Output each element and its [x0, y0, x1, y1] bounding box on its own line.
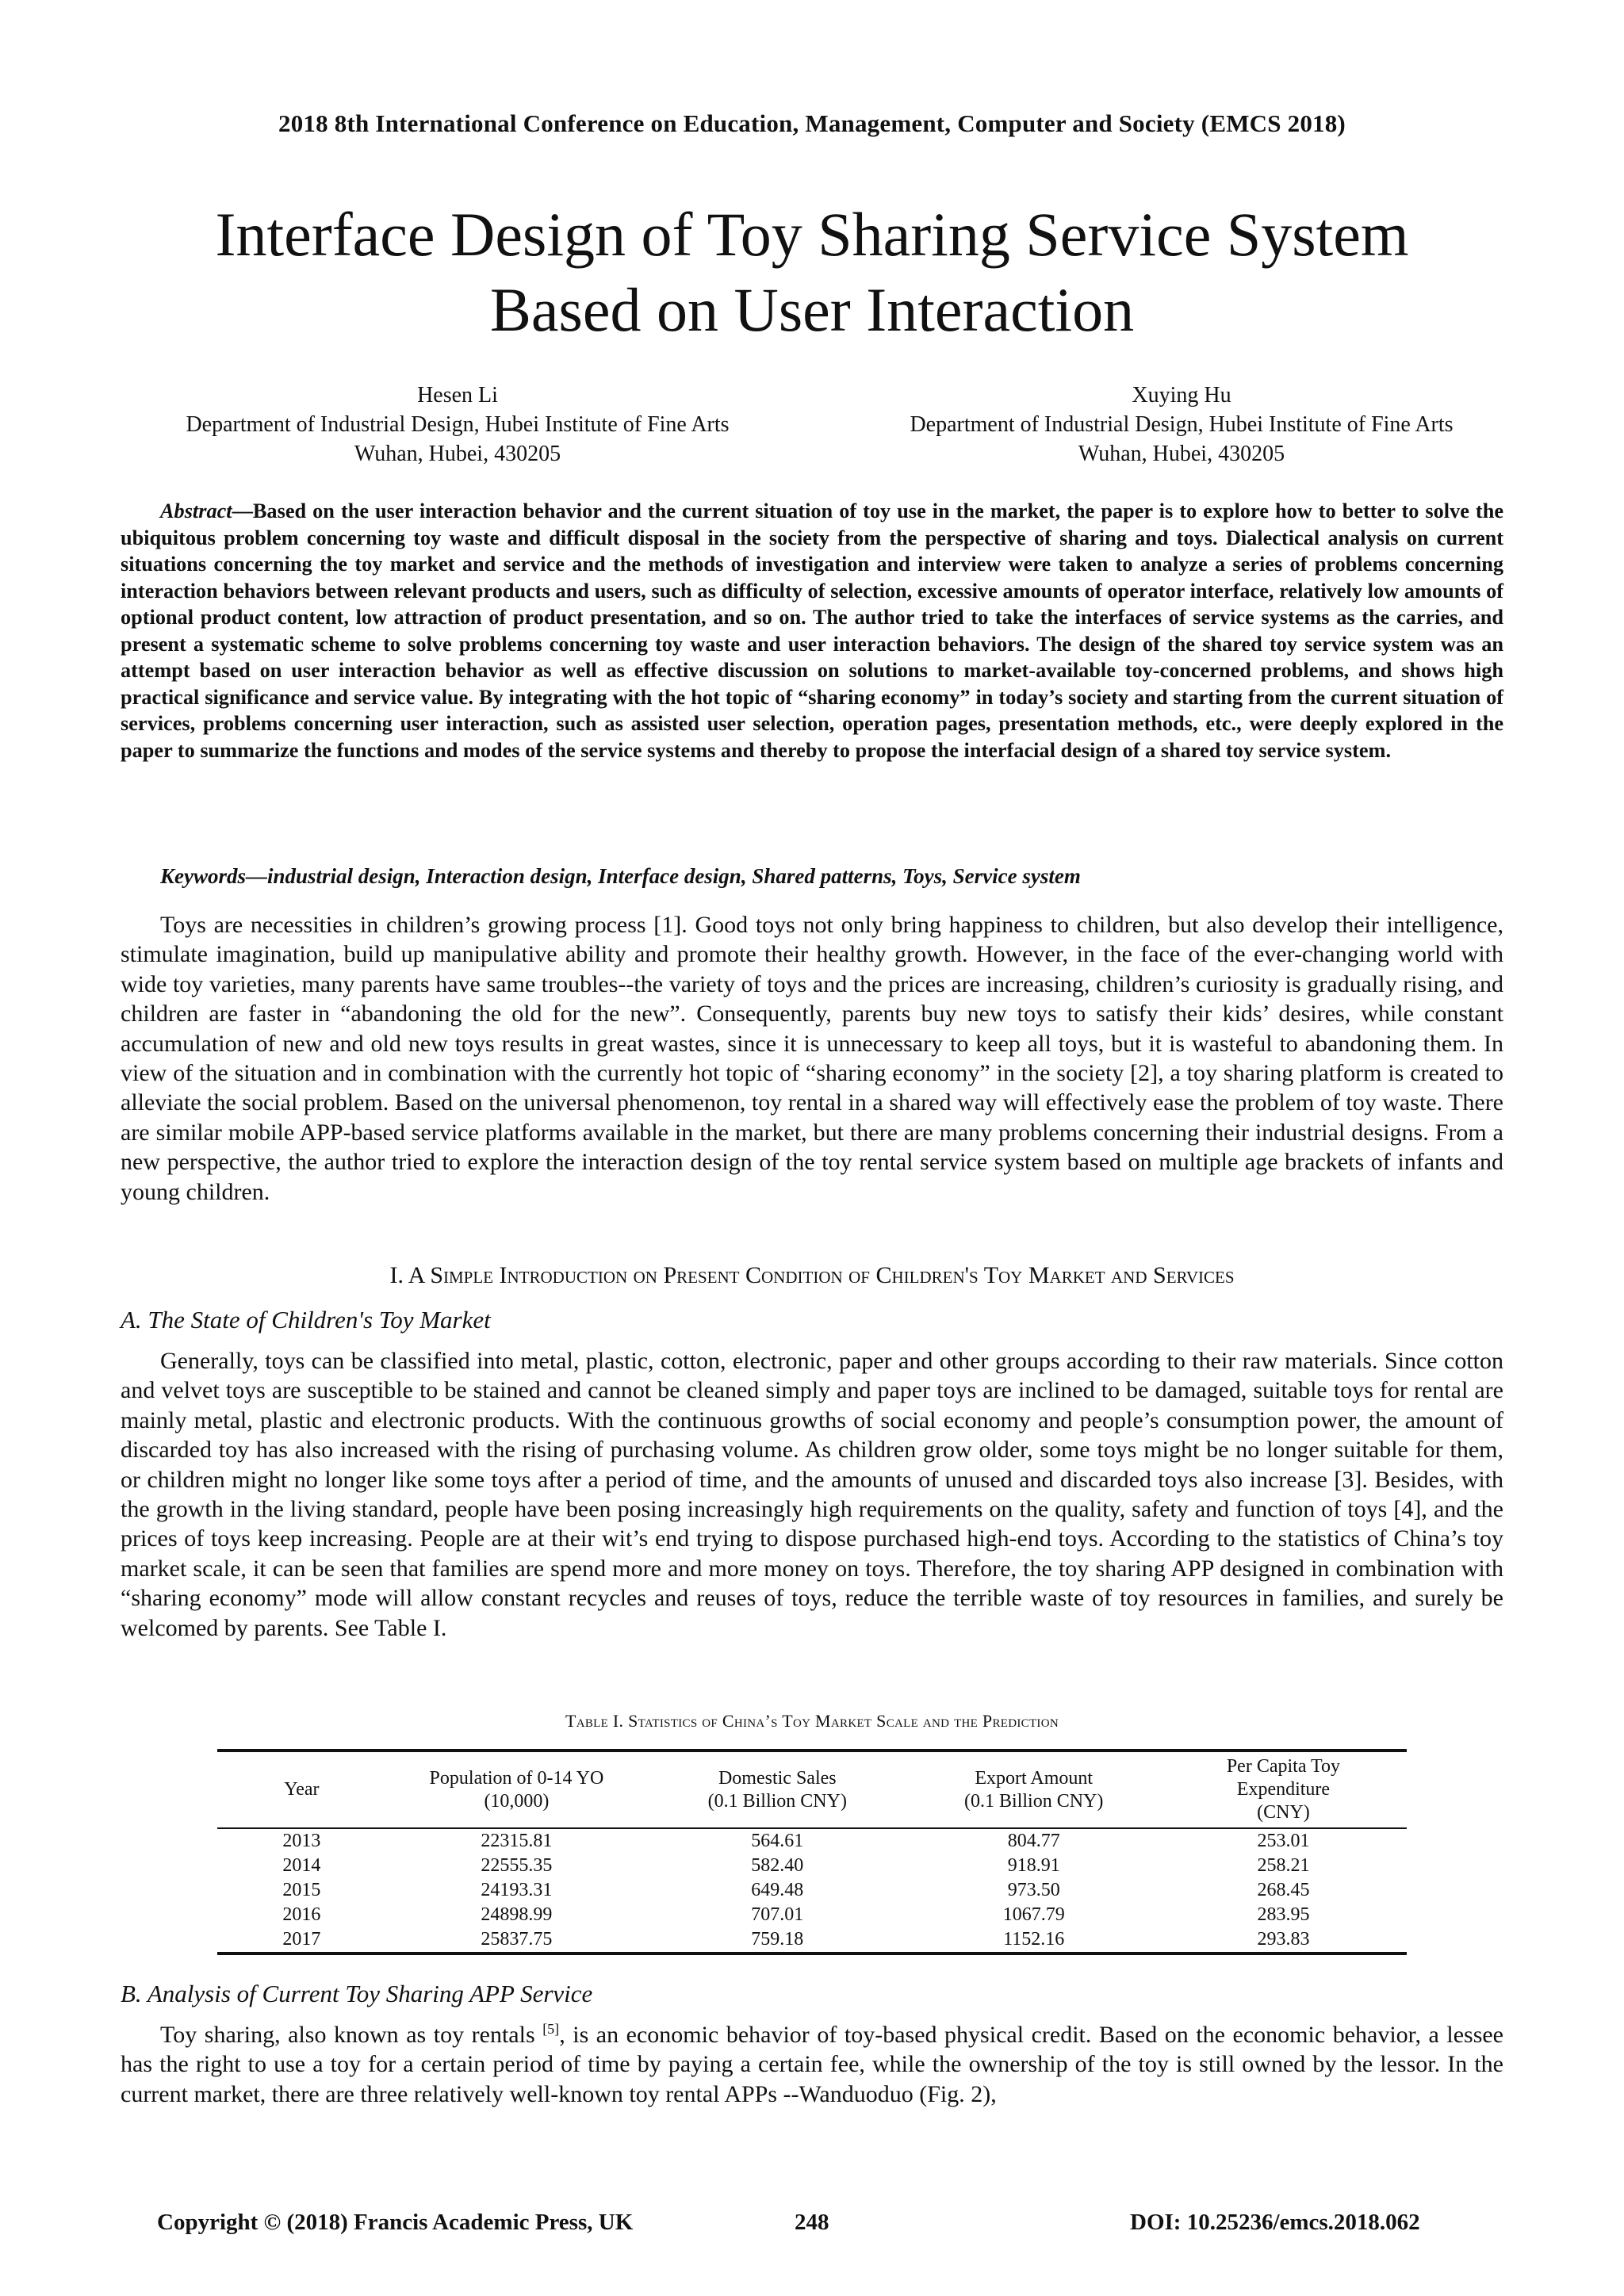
header-per-capita	[1160, 1751, 1407, 1828]
subsection-b-text-start: Toy sharing, also known as toy rentals	[160, 2022, 543, 2048]
citation-reference: [5]	[542, 2021, 560, 2037]
header-domestic-sales	[647, 1751, 908, 1828]
abstract-label: Abstract	[160, 499, 232, 522]
paper-title-line-1: Interface Design of Toy Sharing Service System	[215, 200, 1409, 269]
header-export-amount	[908, 1751, 1160, 1828]
paper-title-line-2: Based on User Interaction	[489, 275, 1135, 344]
cell-export: 918.91	[1007, 1855, 1060, 1876]
author-location: Wuhan, Hubei, 430205	[1078, 442, 1285, 466]
cell-percap: 283.95	[1257, 1904, 1310, 1925]
footer-copyright: Copyright © (2018) Francis Academic Press, UK	[157, 2210, 634, 2235]
table-row	[217, 1878, 1407, 1903]
header-domestic-line-1: Domestic Sales	[718, 1767, 837, 1789]
table-header-row	[217, 1751, 1407, 1828]
table-row	[217, 1927, 1407, 1954]
table-row	[217, 1854, 1407, 1878]
header-percap-line-1: Per Capita Toy	[1226, 1756, 1341, 1777]
cell-domestic: 582.40	[751, 1855, 804, 1876]
header-year: Year	[284, 1779, 320, 1800]
author-name: Hesen Li	[417, 383, 498, 408]
table-row	[217, 1828, 1407, 1854]
header-export-line-1: Export Amount	[975, 1767, 1094, 1789]
conference-header: 2018 8th International Conference on Education, Management, Computer and Society (EMCS 2018)	[278, 109, 1346, 137]
header-population-line-1: Population of 0-14 YO	[429, 1767, 604, 1789]
intro-paragraph: Toys are necessities in children’s growing process [1]. Good toys not only bring happiness to children, but also develop their intelligence, stimulate imagination, build up manipulative ability and promote their healthy growth. However, in the face of the ever-changing world with wide toy varieties, many parents have same troubles--the variety of toys and the prices are increasing, children’s curiosity is gradually rising, and children are faster in “abandoning the old for the new”. Consequently, parents buy new toys to satisfy their kids’ desires, while constant accumulation of new and old new toys results in great wastes, since it is unnecessary to keep all toys, but it is wasteful to abandoning them. In view of the situation and in combination with the currently hot topic of “sharing economy” in the society [2], a toy sharing platform is created to alleviate the social problem. Based on the universal phenomenon, toy rental in a shared way will effectively ease the problem of toy waste. There are similar mobile APP-based service platforms available in the market, but there are many problems concerning their industrial designs. From a new perspective, the author tried to explore the interaction design of the toy rental service system based on multiple age brackets of infants and young children.	[121, 912, 1503, 1205]
abstract-text: —Based on the user interaction behavior and the current situation of toy use in the market, the paper is to explore how to better to solve the ubiquitous problem concerning toy waste and difficult disposal in the society from the perspective of sharing and toys. Dialectical analysis on current situations concerning the toy market and service and the methods of investigation and interview were taken to analyze a series of problems concerning interaction behaviors between relevant products and users, such as difficulty of selection, excessive amounts of operator interface, relatively low amounts of optional product content, low attraction of product presentation, and so on. The author tried to take the interfaces of service systems as the carries, and present a systematic scheme to solve problems concerning toy waste and user interaction behaviors. The design of the shared toy service system was an attempt based on user interaction behavior as well as effective discussion on solutions to market-available toy-concerned problems, and shows high practical significance and service value. By integrating with the hot topic of “sharing economy” in today’s society and starting from the current situation of services, problems concerning user interaction, such as assisted user selection, operation pages, presentation methods, etc., were deeply explored in the paper to summarize the functions and modes of the service systems and thereby to propose the interfacial design of a shared toy service system.	[121, 499, 1503, 762]
keywords: Keywords—industrial design, Interaction design, Interface design, Shared patterns, Toys, Service system	[160, 864, 1081, 888]
cell-export: 973.50	[1007, 1880, 1060, 1900]
cell-year: 2016	[282, 1904, 321, 1925]
table-caption: Table I. Statistics of China’s Toy Market Scale and the Prediction	[565, 1711, 1059, 1731]
cell-domestic: 759.18	[751, 1929, 804, 1950]
author-location: Wuhan, Hubei, 430205	[354, 442, 561, 466]
author-affiliation: Department of Industrial Design, Hubei Institute of Fine Arts	[186, 412, 730, 437]
subsection-a-paragraph: Generally, toys can be classified into metal, plastic, cotton, electronic, paper and other groups according to their raw materials. Since cotton and velvet toys are susceptible to be stained and cannot be cleaned simply and paper toys are inclined to be damaged, suitable toys for rental are mainly metal, plastic and electronic products. With the continuous growths of social economy and people’s consumption power, the amount of discarded toy has also increased with the rising of purchasing volume. As children grow older, some toys might be no longer suitable for them, or children might no longer like some toys after a period of time, and the amounts of unused and discarded toys also increase [3]. Besides, with the growth in the living standard, people have been posing increasingly high requirements on the quality, safety and function of toys [4], and the prices of toys keep increasing. People are at their wit’s end trying to dispose purchased high-end toys. According to the statistics of China’s toy market scale, it can be seen that families are spend more and more money on toys. Therefore, the toy sharing APP designed in combination with “sharing economy” mode will allow constant recycles and reuses of toys, reduce the terrible waste of toy resources in families, and surely be welcomed by parents. See Table I.	[121, 1348, 1503, 1641]
subsection-heading-b: B. Analysis of Current Toy Sharing APP Service	[121, 1980, 593, 2007]
author-block-2	[841, 381, 1522, 469]
cell-domestic: 564.61	[751, 1831, 804, 1851]
footer-page-number: 248	[795, 2210, 829, 2235]
paper-title	[0, 197, 1624, 347]
author-block-1	[117, 381, 799, 469]
section-heading: I. A Simple Introduction on Present Condition of Children's Toy Market and Services	[389, 1262, 1235, 1288]
cell-year: 2017	[282, 1929, 321, 1950]
table-row	[217, 1903, 1407, 1927]
abstract	[121, 498, 1503, 763]
header-population	[386, 1751, 647, 1828]
cell-year: 2015	[282, 1880, 321, 1900]
cell-export: 1067.79	[1002, 1904, 1065, 1925]
cell-population: 24898.99	[481, 1904, 553, 1925]
market-statistics-table	[217, 1749, 1407, 1955]
cell-population: 22555.35	[481, 1855, 553, 1876]
cell-year: 2013	[282, 1831, 321, 1851]
header-population-line-2: (10,000)	[484, 1790, 550, 1812]
cell-percap: 268.45	[1257, 1880, 1310, 1900]
header-domestic-line-2: (0.1 Billion CNY)	[707, 1790, 847, 1812]
cell-population: 24193.31	[481, 1880, 553, 1900]
author-affiliation: Department of Industrial Design, Hubei Institute of Fine Arts	[910, 412, 1454, 437]
cell-domestic: 649.48	[751, 1880, 804, 1900]
cell-percap: 293.83	[1257, 1929, 1310, 1950]
cell-year: 2014	[282, 1855, 321, 1876]
header-export-line-2: (0.1 Billion CNY)	[964, 1790, 1104, 1812]
subsection-heading-a: A. The State of Children's Toy Market	[121, 1306, 491, 1334]
cell-percap: 258.21	[1257, 1855, 1310, 1876]
cell-percap: 253.01	[1257, 1831, 1310, 1851]
header-percap-line-2: Expenditure	[1236, 1779, 1331, 1800]
cell-population: 22315.81	[481, 1831, 553, 1851]
cell-export: 1152.16	[1003, 1929, 1065, 1950]
cell-domestic: 707.01	[751, 1904, 804, 1925]
cell-population: 25837.75	[481, 1929, 553, 1950]
author-name: Xuying Hu	[1132, 383, 1231, 408]
subsection-b-text-end: , is an economic behavior of toy-based physical credit. Based on the economic behavior, a lessee has the right to use a toy for a certain period of time by paying a certain fee, while the ownership of the toy is still owned by the lessor. In the current market, there are three relatively well-known toy rental APPs --Wanduoduo (Fig. 2),	[121, 2022, 1504, 2107]
subsection-b-paragraph	[121, 2020, 1503, 2109]
cell-export: 804.77	[1007, 1831, 1060, 1851]
header-percap-line-3: (CNY)	[1257, 1802, 1310, 1823]
footer-doi: DOI: 10.25236/emcs.2018.062	[1130, 2210, 1420, 2235]
